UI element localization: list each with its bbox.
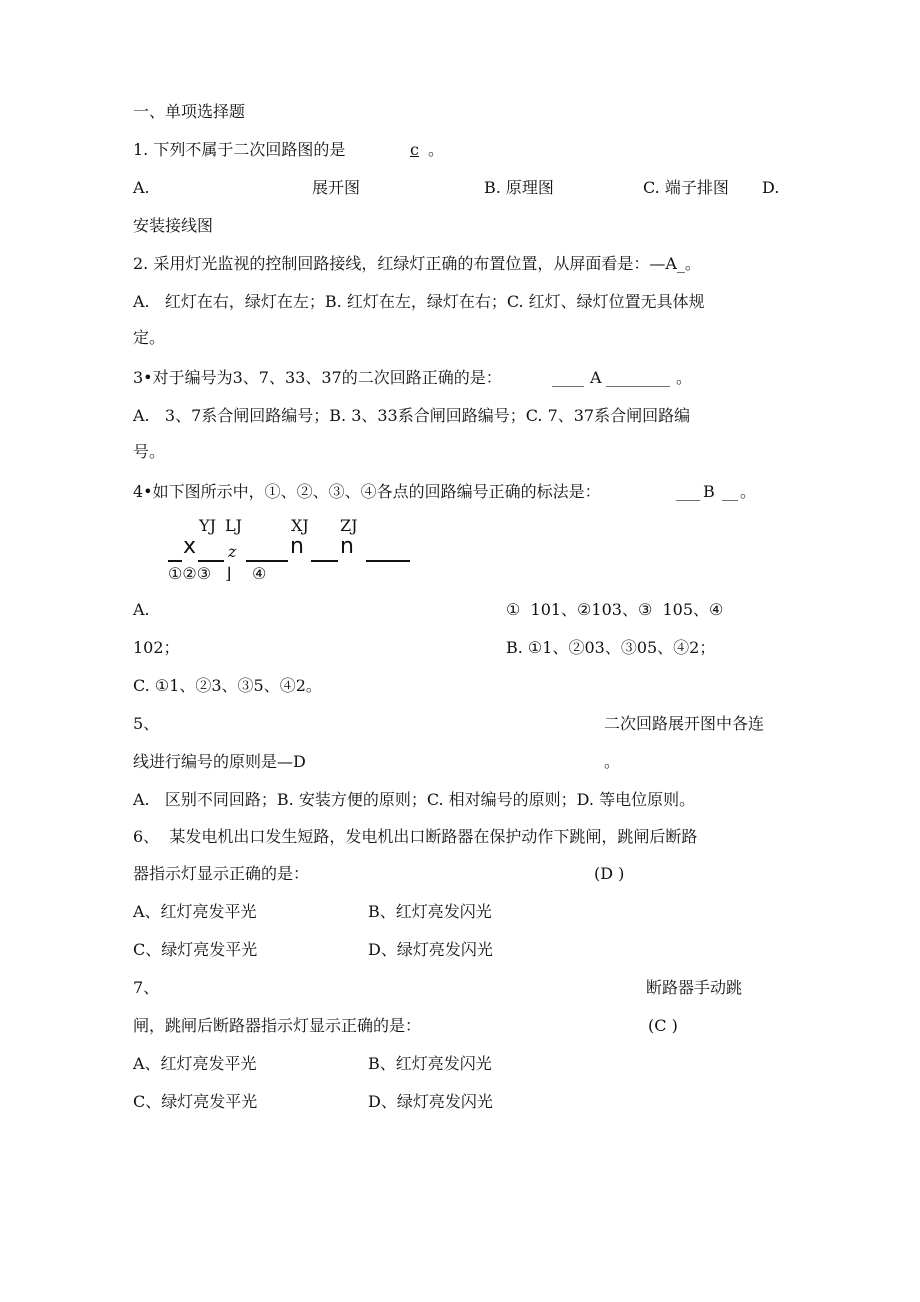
diagram-symbol-z: z [228, 542, 237, 561]
wire-segment [366, 560, 410, 562]
q4-option-b: B. ①1、②03、③05、④2； [506, 638, 716, 657]
q3-options-line1: A. 3、7系合闸回路编号；B. 3、33系合闸回路编号；C. 7、37系合闸回路编 [133, 406, 691, 425]
q4-option-a-cont: 102； [133, 638, 180, 657]
q5-number: 5、 [133, 714, 160, 733]
q3-options-line2: 号。 [133, 442, 166, 461]
diagram-symbol-x: x [183, 534, 197, 559]
q7-answer: (C ) [648, 1016, 678, 1035]
q2-stem: 2. 采用灯光监视的控制回路接线，红绿灯正确的布置位置，从屏面看是：—A_。 [133, 254, 701, 273]
q7-option-a: A、红灯亮发平光 [133, 1054, 257, 1073]
diagram-bracket: ⌋ [225, 564, 232, 583]
q7-number: 7、 [133, 978, 160, 997]
q4-end: 。 [740, 482, 757, 501]
q6-option-c: C、绿灯亮发平光 [133, 940, 258, 959]
q3-end: 。 [676, 368, 693, 387]
q3-blank-pre: ____ [552, 368, 584, 387]
q4-option-a: A. [133, 600, 150, 619]
wire-segment [168, 560, 182, 562]
q1-option-d: D. [762, 178, 780, 197]
q7-option-b: B、红灯亮发闪光 [368, 1054, 492, 1073]
q4-blank-post: __ [722, 482, 738, 501]
q1-stem: 1. 下列不属于二次回路图的是 [133, 140, 346, 159]
q4-option-a-text: ① 101、②103、③ 105、④ [506, 600, 724, 619]
q1-option-a-text: 展开图 [312, 178, 361, 197]
q6-stem-line2: 器指示灯显示正确的是： [133, 864, 310, 883]
q4-answer: B [703, 482, 715, 501]
diagram-label-zj: ZJ [340, 516, 358, 535]
q6-answer: (D ) [594, 864, 625, 883]
q5-options: A. 区别不同回路；B. 安装方便的原则；C. 相对编号的原则；D. 等电位原则。 [133, 790, 696, 809]
wire-segment [198, 560, 224, 562]
q4-stem: 4•如下图所示中，①、②、③、④各点的回路编号正确的标法是： [133, 482, 601, 501]
section-heading: 一、单项选择题 [133, 102, 246, 121]
q3-stem: 3•对于编号为3、7、33、37的二次回路正确的是： [133, 368, 502, 387]
q5-stem-line2: 线进行编号的原则是—D [133, 752, 306, 771]
q5-stem-right: 二次回路展开图中各连 [604, 714, 765, 733]
q3-blank-post: ________ [606, 368, 670, 387]
diagram-label-yj: YJ [199, 516, 216, 535]
q7-stem-line2: 闸，跳闸后断路器指示灯显示正确的是： [133, 1016, 422, 1035]
diagram-label-lj: LJ [225, 516, 243, 535]
q2-options-line2: 定。 [133, 328, 166, 347]
q1-option-d-text: 安装接线图 [133, 216, 214, 235]
q7-stem-right: 断路器手动跳 [646, 978, 743, 997]
q5-end: 。 [604, 752, 621, 771]
diagram-label-xj: XJ [291, 516, 309, 535]
diagram-point-4: ④ [252, 564, 267, 583]
diagram-symbol-n2: n [340, 534, 354, 559]
q4-option-c: C. ①1、②3、③5、④2。 [133, 676, 322, 695]
q6-option-a: A、红灯亮发平光 [133, 902, 257, 921]
q2-options-line1: A. 红灯在右，绿灯在左；B. 红灯在左，绿灯在右；C. 红灯、绿灯位置无具体规 [133, 292, 705, 311]
q1-option-a: A. [133, 178, 150, 197]
wire-segment [311, 560, 338, 562]
q6-option-b: B、红灯亮发闪光 [368, 902, 492, 921]
q1-option-c: C. 端子排图 [643, 178, 729, 197]
q1-answer: c [410, 140, 419, 159]
q7-option-c: C、绿灯亮发平光 [133, 1092, 258, 1111]
q3-answer: A [590, 368, 602, 387]
q6-option-d: D、绿灯亮发闪光 [368, 940, 493, 959]
q1-option-b: B. 原理图 [484, 178, 554, 197]
wire-segment [246, 560, 288, 562]
q4-blank-pre: ___ [676, 482, 700, 501]
diagram-points-123: ①②③ [168, 564, 212, 583]
q1-end: 。 [428, 140, 445, 159]
q7-option-d: D、绿灯亮发闪光 [368, 1092, 493, 1111]
diagram-symbol-n1: n [290, 534, 304, 559]
q6-stem-line1: 6、 某发电机出口发生短路，发电机出口断路器在保护动作下跳闸，跳闸后断路 [133, 827, 698, 846]
